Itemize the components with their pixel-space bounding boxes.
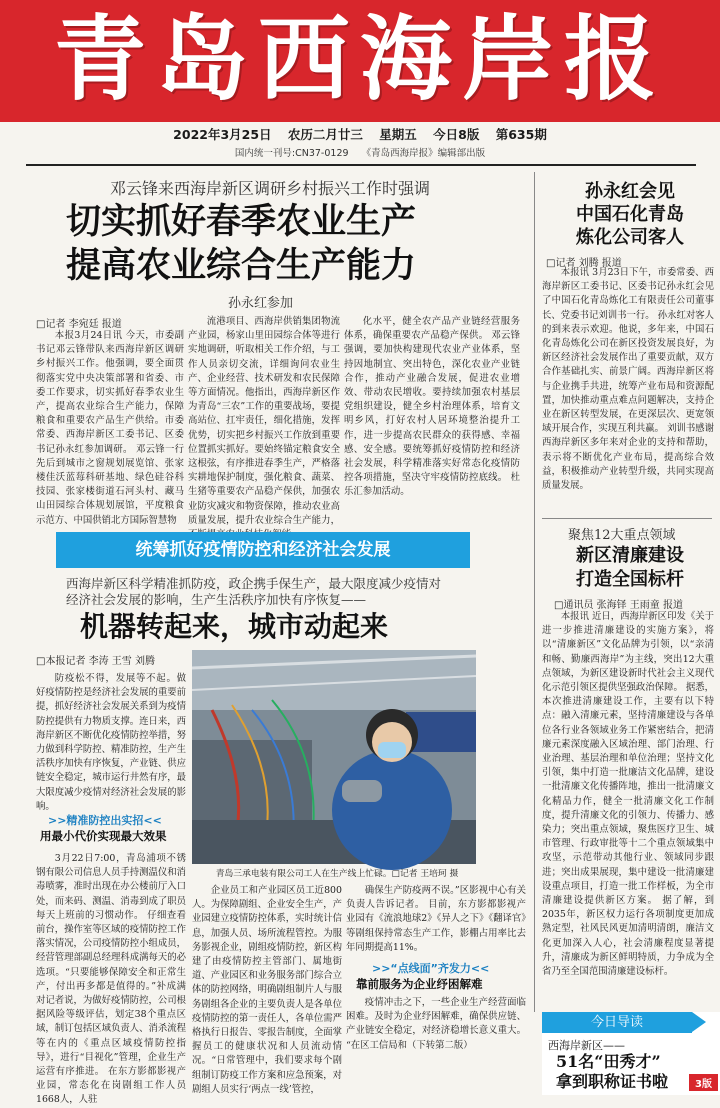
second-kicker-2: 经济社会发展的影响，生产生活秩序加快有序恢复——	[66, 592, 367, 607]
lead-column-3: 化水平，健全农产品产业链经营服务体系，确保重要农产品稳产保供。 邓云锋强调，要加快构建现代农业产业体系，坚持因地制宜、突出特色，深化农业产业链合作，推动产业融合发展，促进农业增效、带动农民增收。要持续加强农村基层党组织建设，健全乡村治理体系，培育文明乡风，打好农村人居环境整治提升工作，进一步提高农民群众的获得感、幸福感、安全感。要统筹抓好疫情防控和经济社会发展，科学精准落实好常态化疫情防控各项措施，坚决守牢疫情防控底线。 杜乐汇参加活动。	[344, 316, 520, 498]
masthead	[0, 0, 720, 122]
serial-number: 国内统一刊号:CN37-0129	[234, 148, 349, 159]
lead-column-1: 本报3月24日讯 今天，市委副书记邓云锋带队来西海岸新区调研乡村振兴工作。他强调，要全面贯彻落实党中央决策部署和省委、市委工作要求，切实抓好春季农业生产，提高农业综合生产能力，保障粮食和重要农产品生产供给。市委常委、西海岸新区工委书记、区委书记孙永红参加调研。 邓云锋一行先后到城市之窗规划展览馆、张家楼佳沃蓝莓科研基地、绿色硅谷科技园、张家楼街道石河头村、藏马山田园综合体规划展馆，平度粮食示范方、中国供销北方国际智慧物	[36, 330, 184, 526]
top-rule	[26, 164, 696, 166]
right1-body: 本报讯 3月23日下午，市委常委、西海岸新区工委书记、区委书记孙永红会见了中国石化青岛炼化工有限责任公司董事长、党委书记刘训书一行。 孙永红对客人的到来表示欢迎。他说，多年来，中国石化青岛炼化公司在新区投资发展良好，为新区经济社会发展作出了重要贡献，双方合作基础扎实、前景广阔。西海岸新区将与企业携手共进，统筹产业布局和资源配置，加快推动重点难点问题解决，支持企业在新区转型发展，在更深层次、更宽领域开展合作，实现互利共赢。 刘训书感谢西海岸新区多年来对企业的支持和帮助，表示将不断优化产业布局，提高综合效益，积极推动产业转型升级，共同实现高质量发展。	[542, 267, 714, 492]
second-lead: 防疫松不得，发展等不起。做好疫情防控是经济社会发展的重要前提，抓好经济社会发展关系到为疫情防控提供有力物质支撑。连日来，西海岸新区不断优化疫情防控举措，努力做到科学防控、精准防控，生产生活秩序加快有序恢复，产业链、供应链安全稳定，城市运行井然有序，最大限度减少疫情对经济社会发展的影响。	[36, 673, 187, 812]
section-banner: 统筹抓好疫情防控和经济社会发展	[56, 532, 470, 568]
lead-headline-2: 提高农业综合生产能力	[66, 245, 417, 286]
teaser-headline-2: 拿到职称证书啦	[556, 1072, 669, 1091]
teaser-headline-1: 51名“田秀才”	[556, 1052, 661, 1071]
newspaper-title: 青岛西海岸报	[53, 5, 666, 113]
subhead-relief: 靠前服务为企业纾困解难	[356, 977, 483, 991]
lead-kicker: 邓云锋来西海岸新区调研乡村振兴工作时强调	[110, 179, 431, 198]
right1-headline-3: 炼化公司客人	[576, 227, 684, 248]
factory-worker-illustration	[192, 650, 476, 864]
right2-byline: □通讯员 张海铎 王雨童 报道	[554, 600, 683, 611]
subhead-min-cost: 用最小代价实现最大效果	[40, 829, 167, 843]
photo-caption: 青岛三承电装有限公司工人在生产线上忙碌。□记者 王培珂 摄	[215, 869, 459, 879]
publication-info	[0, 146, 720, 162]
lead-headline-1: 切实抓好春季农业生产	[66, 201, 417, 242]
right2-headline-2: 打造全国标杆	[576, 569, 684, 590]
lead-subline: 孙永红参加	[228, 296, 294, 311]
today-guide-label: 今日导读	[542, 1012, 692, 1033]
right1-headline-1: 孙永红会见	[585, 181, 675, 202]
second-headline: 机器转起来，城市动起来	[80, 610, 389, 643]
second-column-3b: 疫情冲击之下，一些企业生产经营面临困难。及时为企业纾困解难，确保供应链、产业链安全稳定，对经济稳增长意义重大。 “在区工信局和（下转第二版）	[346, 997, 526, 1051]
right2-kicker: 聚焦12大重点领域	[568, 528, 676, 543]
subhead-point-line-surface: >>“点线面”齐发力<<	[372, 962, 490, 975]
issue-date: 2022年3月25日	[173, 127, 272, 142]
issue-number: 第635期	[495, 127, 547, 142]
dateline	[0, 124, 720, 146]
second-column-1: 3月22日7:00，青岛浦项不锈钢有限公司信息人员手持测温仪和消毒喷雾，准时出现在办公楼前厅入口处，而来码、测温、消毒到成了职员每天上班前的习惯动作。 仔细查看前台，操作室等区域的疫情防控工作落实情况，公司疫情防控小组成员，经营管理部副总经理科成满每天的必选项。“只要能够保障安全和正常生产，付出再多都是值得的。”补成满对记者说，为做好疫情防控，公司根据风险等级评估，划定38个重点区域，制订包括区域负责人、消杀流程等在内的《重点区域疫情防控指导》，进行“目视化”管理，企业生产运营有序推进。 在东方影都影视产业园，常态化在岗剧组工作人员1668人，人驻	[36, 853, 187, 1106]
today-guide-box	[542, 1012, 720, 1095]
right1-byline: □记者 刘腾 报道	[546, 258, 622, 269]
page-count: 今日8版	[433, 127, 480, 142]
teaser-tag: 西海岸新区——	[548, 1039, 625, 1052]
second-column-2: 企业员工和产业园区员工近800人。为保障剧组、企业安全生产，产业园建立疫情防控体系，实时统计信息，加强人员、场所流程管控。为服务影视企业，剧组疫情防控，新区构建了由疫情防控主管部门、属地街道、产业园区和业务服务部门综合立体的防控网络，明确剧组制片人与服务剧组各企业的主要负责人是各单位疫情防控的第一责任人，各单位需严格执行日报告、零报告制度，全面掌握员工的健康状况和人员流动情况。“日常管理中，我们要求每个剧组制订防疫工作方案和应急预案，对剧组人员实行‘两点一线’管控，	[192, 885, 343, 1095]
news-photo	[192, 650, 476, 864]
weekday: 星期五	[379, 127, 417, 142]
column-divider	[534, 172, 535, 1012]
lunar-date: 农历二月廿三	[287, 127, 363, 142]
right2-body: 本报讯 近日，西海岸新区印发《关于进一步推进清廉建设的实施方案》，将以“清廉新区”文化品牌为引领，以“亲清和畅、勤廉西海岸”为主线，突出12大重点领域，为新区建设新时代社会主义现代化示范引领区提供坚强政治保障。 据悉，本次推进清廉建设工作，主要有以下特点：融入清廉元素，坚持清廉建设与各单位各行业各领域业务工作紧密结合，把清廉元素深度融入区域治理、部门治理、行业治理、基层治理和单位治理；坚持文化引领，集中打造一批廉洁文化品牌，建设一批清廉文化传播阵地，推出一批清廉文化精品力作，健全一批清廉文化工作制度，提升清廉文化的引领力、传播力、感染力；突出重点领域，聚焦医疗卫生、城市管理、行政审批等十二个重点领域集中攻坚，示范带动其他行业、领域同步跟进；突出成果展现，集中建设一批清廉建设重点项目，打造一批工作样板，为全市清廉建设提供新区方案。 据了解，到2035年，新区权力运行各项制度更加成熟定型，社风民风更加清明清朗，廉洁文化更加深入人心，社会清廉程度显著提升，清廉成为新区鲜明特质，力争成为全省乃至全国范围清廉建设标杆。	[542, 611, 714, 978]
teaser-page-number[interactable]: 3版	[689, 1074, 718, 1091]
right1-headline-2: 中国石化青岛	[576, 204, 684, 225]
right2-headline-1: 新区清廉建设	[576, 545, 684, 566]
second-byline: □本报记者 李涛 王雪 刘腾	[36, 656, 155, 667]
lead-column-2: 流港项目、西海岸供销集团物流产业园，杨家山里田园综合体等进行实地调研，听取相关工作介绍，与工作人员亲切交流，详细询问农业生产、企业经营、技术研发和农民保障等方面情况。他指出，西海岸新区作为青岛“三农”工作的重要战场，要提高站位、扛牢责任，细化措施，发挥优势，切实把乡村振兴工作放到重要位置抓实抓好。要始终锚定粮食安全这根弦，有序推进春季生产，严格落实耕地保护制度，强化粮食、蔬菜、生猪等重要农产品稳产保供，加强农业防灾减灾和物资保障，推动农业高质量发展，提升农业综合生产能力，	[188, 316, 340, 526]
second-kicker-1: 西海岸新区科学精准抓防疫，政企携手保生产，最大限度减少疫情对	[66, 576, 442, 591]
publisher-line: 《青岛西海岸报》编辑部出版	[361, 148, 486, 159]
lead-byline: □记者 李宛廷 报道	[36, 319, 122, 330]
second-column-3: 确保生产防疫两不误。”区影视中心有关负责人告诉记者。 目前，东方影都影视产业园有《流浪地球2》《异人之下》《翻译官》等剧组保持常态生产工作，影棚占用率比去年同期提高11%。	[346, 885, 526, 953]
right-divider	[542, 518, 712, 519]
subhead-precise-control: >>精准防控出实招<<	[48, 814, 162, 827]
